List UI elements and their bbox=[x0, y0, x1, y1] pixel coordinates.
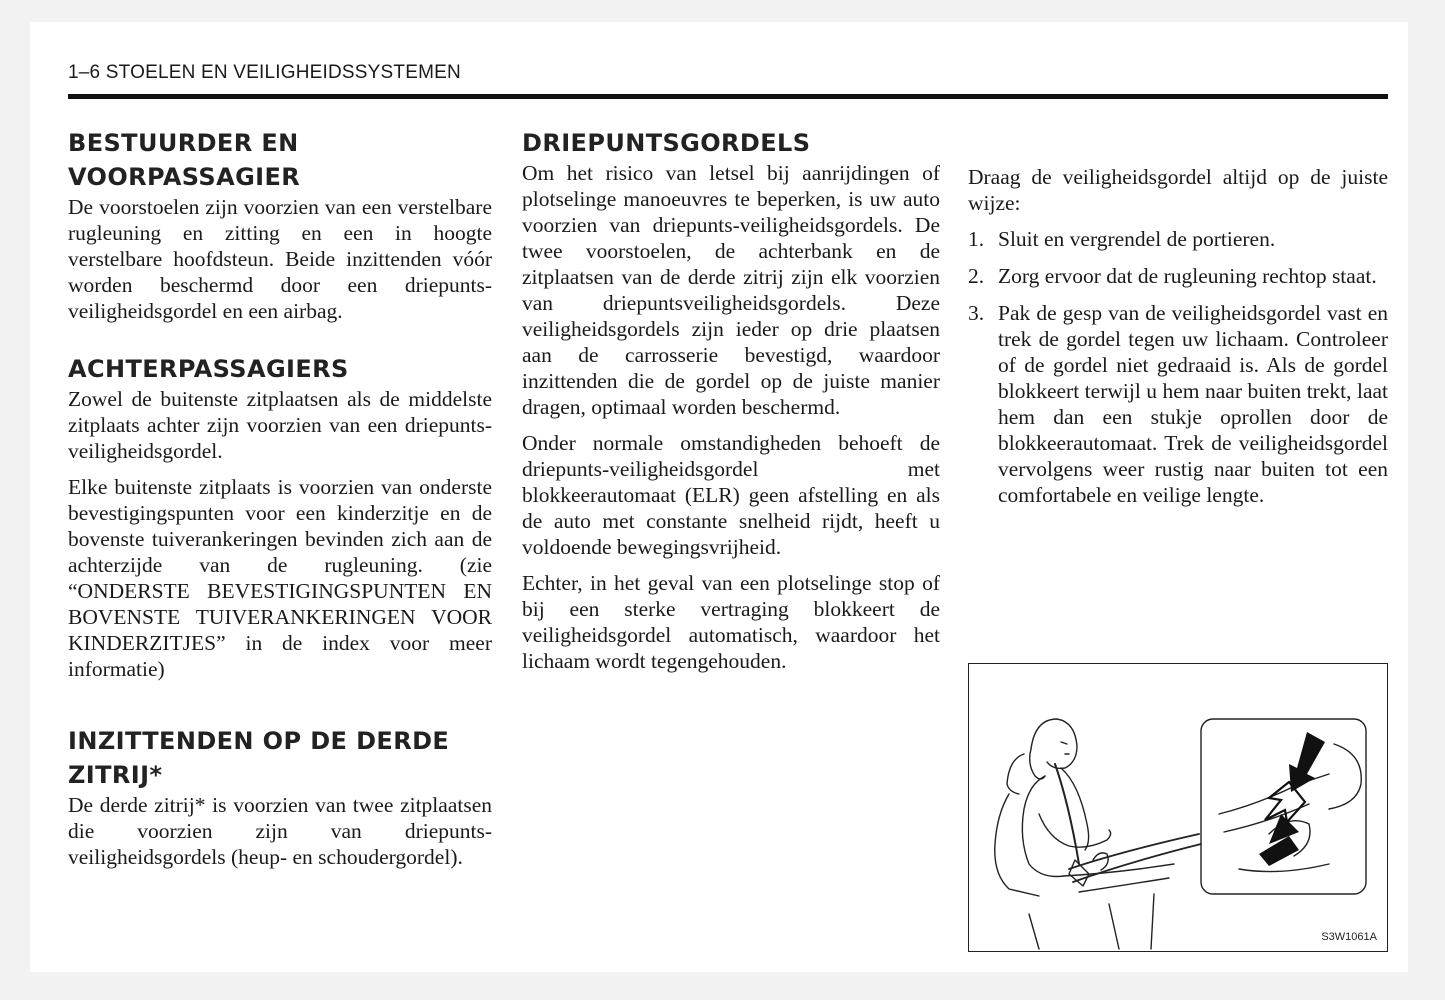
section-heading: DRIEPUNTSGORDELS bbox=[522, 129, 811, 157]
head-outline bbox=[1031, 719, 1077, 768]
seat-back-outline bbox=[995, 794, 1039, 896]
step-text: Zorg ervoor dat de rugleuning rechtop staat. bbox=[998, 264, 1377, 288]
column-middle bbox=[522, 126, 940, 674]
headrest-outline bbox=[1007, 754, 1024, 794]
paragraph: De voorstoelen zijn voorzien van een verstelbare rugleuning en zitting en een in hoogte verstelbare hoofdsteun. Beide inzittenden vóór worden beschermd door een driepunts-veiligheidsgordel en een airbag. bbox=[68, 195, 492, 323]
detail-fingers-outline bbox=[1329, 744, 1361, 809]
column-right bbox=[968, 164, 1388, 519]
list-item bbox=[968, 226, 1388, 252]
paragraph: Onder normale omstandigheden behoeft de driepunts-veiligheidsgordel met blokkeerautomaat (ELR) geen afstelling en als de auto met constante snelheid rijdt, heeft u voldoende bewegingsvrijheid. bbox=[522, 431, 940, 559]
arrow-down-icon bbox=[1289, 732, 1325, 792]
detail-hand-outline bbox=[1219, 774, 1329, 832]
instruction-list bbox=[968, 226, 1388, 508]
section-heading: BESTUURDER EN VOORPASSAGIER bbox=[68, 129, 301, 191]
step-number: 2. bbox=[968, 264, 985, 288]
section-third-row bbox=[68, 724, 492, 870]
paragraph: Echter, in het geval van een plotselinge stop of bij een sterke vertraging blokkeert de veiligheidsgordel automatisch, waardoor het lichaam wordt tegengehouden. bbox=[522, 571, 940, 673]
arrow-hollow-icon bbox=[1265, 782, 1305, 822]
column-left bbox=[68, 126, 492, 870]
lap-outline bbox=[1064, 864, 1174, 892]
torso-outline bbox=[1022, 776, 1064, 877]
section-heading: INZITTENDEN OP DE DERDE ZITRIJ* bbox=[68, 727, 450, 789]
list-item bbox=[968, 300, 1388, 508]
seatbelt-illustration bbox=[968, 663, 1388, 952]
step-number: 1. bbox=[968, 227, 985, 251]
buckle-tongue-shape bbox=[1259, 836, 1299, 866]
detail-lower-line bbox=[1239, 864, 1329, 872]
section-heading: ACHTERPASSAGIERS bbox=[68, 355, 349, 383]
page-header: 1–6 STOELEN EN VEILIGHEIDSSYSTEMEN bbox=[68, 62, 461, 83]
step-text: Pak de gesp van de veiligheidsgordel vast en trek de gordel tegen uw lichaam. Controleer of de gordel niet gedraaid is. Als de gordel blokkeert terwijl u hem naar buiten trekt, laat hem dan een stukje oprollen door de blokkeerautomaat. Trek de veiligheidsgordel vervolgens weer rustig naar buiten tot een comfortabele en veilige lengte. bbox=[998, 301, 1388, 507]
detail-inset-frame bbox=[1201, 719, 1366, 894]
paragraph: Elke buitenste zitplaats is voorzien van onderste bevestigingspunten voor een kinderzitje en de bovenste tuiverankeringen bevinden zich aan de achterzijde van de rugleuning. (zie “ONDERSTE BEVESTIGINGSPUNTEN EN BOVENSTE TUIVERANKERINGEN VOOR KINDERZITJES” in de index voor meer informatie) bbox=[68, 475, 492, 681]
paragraph: Zowel de buitenste zitplaatsen als de middelste zitplaats achter zijn voorzien van een driepunts-veiligheidsgordel. bbox=[68, 387, 492, 463]
seatbelt-drawing bbox=[969, 664, 1387, 951]
shoulder-belt bbox=[1055, 764, 1079, 864]
paragraph: De derde zitrij* is voorzien van twee zitplaatsen die voorzien zijn van driepunts-veiligheidsgordels (heup- en schoudergordel). bbox=[68, 793, 492, 869]
hollow-arrow-group bbox=[1265, 782, 1305, 822]
header-rule bbox=[68, 94, 1388, 99]
hair-outline bbox=[1030, 749, 1045, 779]
paragraph: Om het risico van letsel bij aanrijdingen of plotselinge manoeuvres te beperken, is uw auto voorzien van driepunts-veiligheidsgordels. De twee voorstoelen, de achterbank en de zitplaatsen van de derde zitrij zijn elk voorzien van driepuntsveiligheidsgordels. Deze veiligheidsgordels zijn ieder op drie plaatsen aan de carrosserie bevestigd, waardoor inzittenden die de gordel op de juiste manier dragen, optimaal worden beschermd. bbox=[522, 161, 940, 419]
list-item bbox=[968, 263, 1388, 289]
instructions-intro: Draag de veiligheidsgordel altijd op de juiste wijze: bbox=[968, 165, 1388, 215]
section-rear-passengers bbox=[68, 352, 492, 682]
step-number: 3. bbox=[968, 301, 985, 325]
section-driver-front-passenger bbox=[68, 126, 492, 324]
face-detail bbox=[1061, 742, 1069, 754]
step-text: Sluit en vergrendel de portieren. bbox=[998, 227, 1276, 251]
seat-base-lines bbox=[1029, 894, 1154, 949]
figure-code: S3W1061A bbox=[1321, 931, 1377, 943]
